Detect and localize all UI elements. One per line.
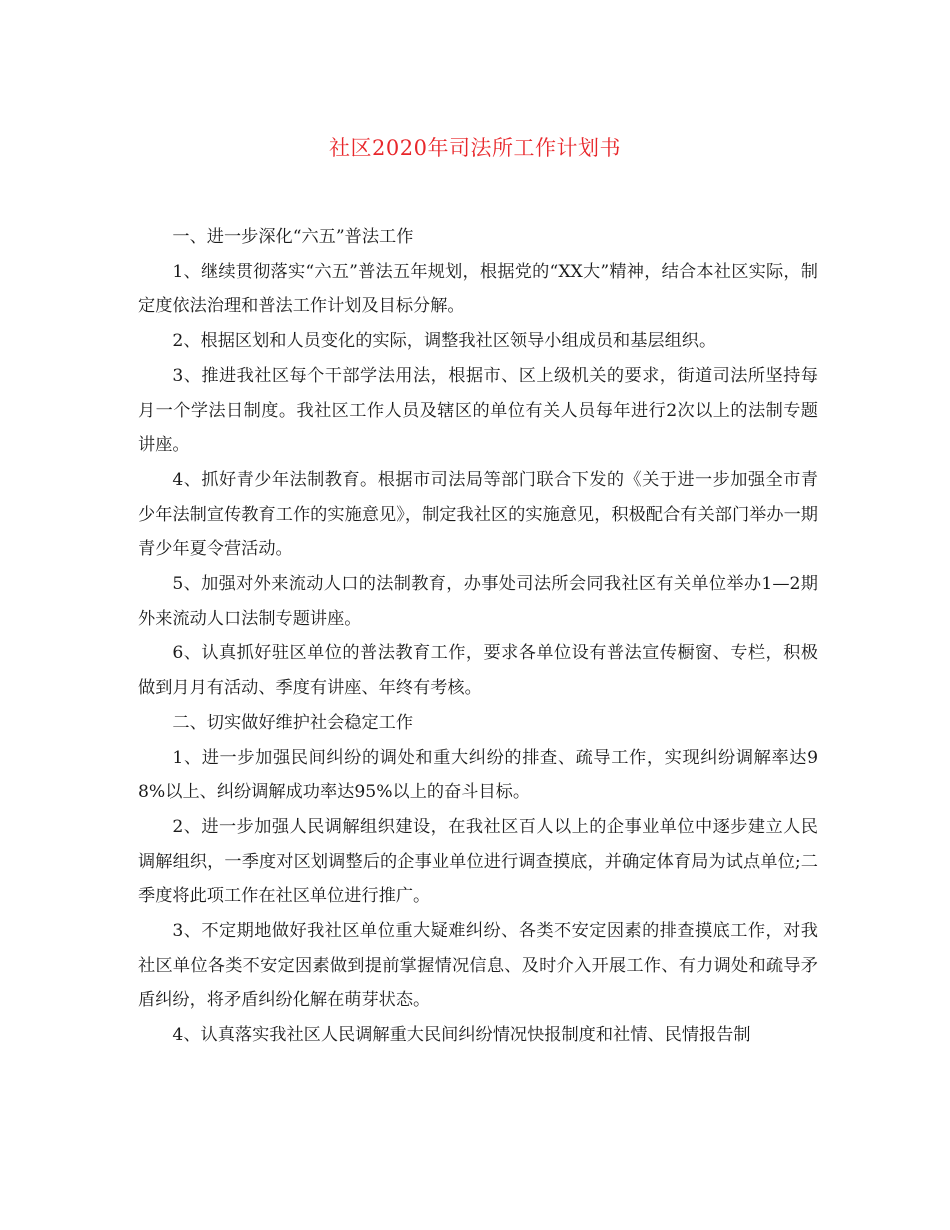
- paragraph: 1、进一步加强民间纠纷的调处和重大纠纷的排查、疏导工作，实现纠纷调解率达98%以上、纠纷调解成功率达95%以上的奋斗目标。: [138, 747, 818, 803]
- paragraph: 5、加强对外来流动人口的法制教育，办事处司法所会同我社区有关单位举办1—2期外来流动人口法制专题讲座。: [138, 574, 818, 629]
- paragraph: 2、进一步加强人民调解组织建设，在我社区百人以上的企事业单位中逐步建立人民调解组织，一季度对区划调整后的企事业单位进行调查摸底，并确定体育局为试点单位;二季度将此项工作在社区单位进行推广。: [138, 816, 818, 907]
- section-heading-1: 一、进一步深化“六五”普法工作: [172, 227, 414, 247]
- paragraph: 3、不定期地做好我社区单位重大疑难纠纷、各类不安定因素的排查摸底工作，对我社区单位各类不安定因素做到提前掌握情况信息、及时介入开展工作、有力调处和疏导矛盾纠纷，将矛盾纠纷化解在萌芽状态。: [138, 921, 818, 1011]
- paragraph: 3、推进我社区每个干部学法用法，根据市、区上级机关的要求，街道司法所坚持每月一个学法日制度。我社区工作人员及辖区的单位有关人员每年进行2次以上的法制专题讲座。: [138, 365, 818, 456]
- document-title: 社区2020年司法所工作计划书: [329, 136, 621, 160]
- section-heading-2: 二、切实做好维护社会稳定工作: [172, 712, 414, 733]
- document-body: [138, 220, 818, 1053]
- paragraph: 4、认真落实我社区人民调解重大民间纠纷情况快报制度和社情、民情报告制: [172, 1025, 751, 1046]
- paragraph: 2、根据区划和人员变化的实际，调整我社区领导小组成员和基层组织。: [172, 331, 717, 352]
- paragraph: 4、抓好青少年法制教育。根据市司法局等部门联合下发的《关于进一步加强全市青少年法制宣传教育工作的实施意见》，制定我社区的实施意见，积极配合有关部门举办一期青少年夏令营活动。: [138, 469, 818, 560]
- paragraph: 6、认真抓好驻区单位的普法教育工作，要求各单位设有普法宣传橱窗、专栏，积极做到月月有活动、季度有讲座、年终有考核。: [138, 643, 818, 699]
- paragraph: 1、继续贯彻落实“六五”普法五年规划，根据党的“XX大”精神，结合本社区实际，制定度依法治理和普法工作计划及目标分解。: [138, 261, 818, 317]
